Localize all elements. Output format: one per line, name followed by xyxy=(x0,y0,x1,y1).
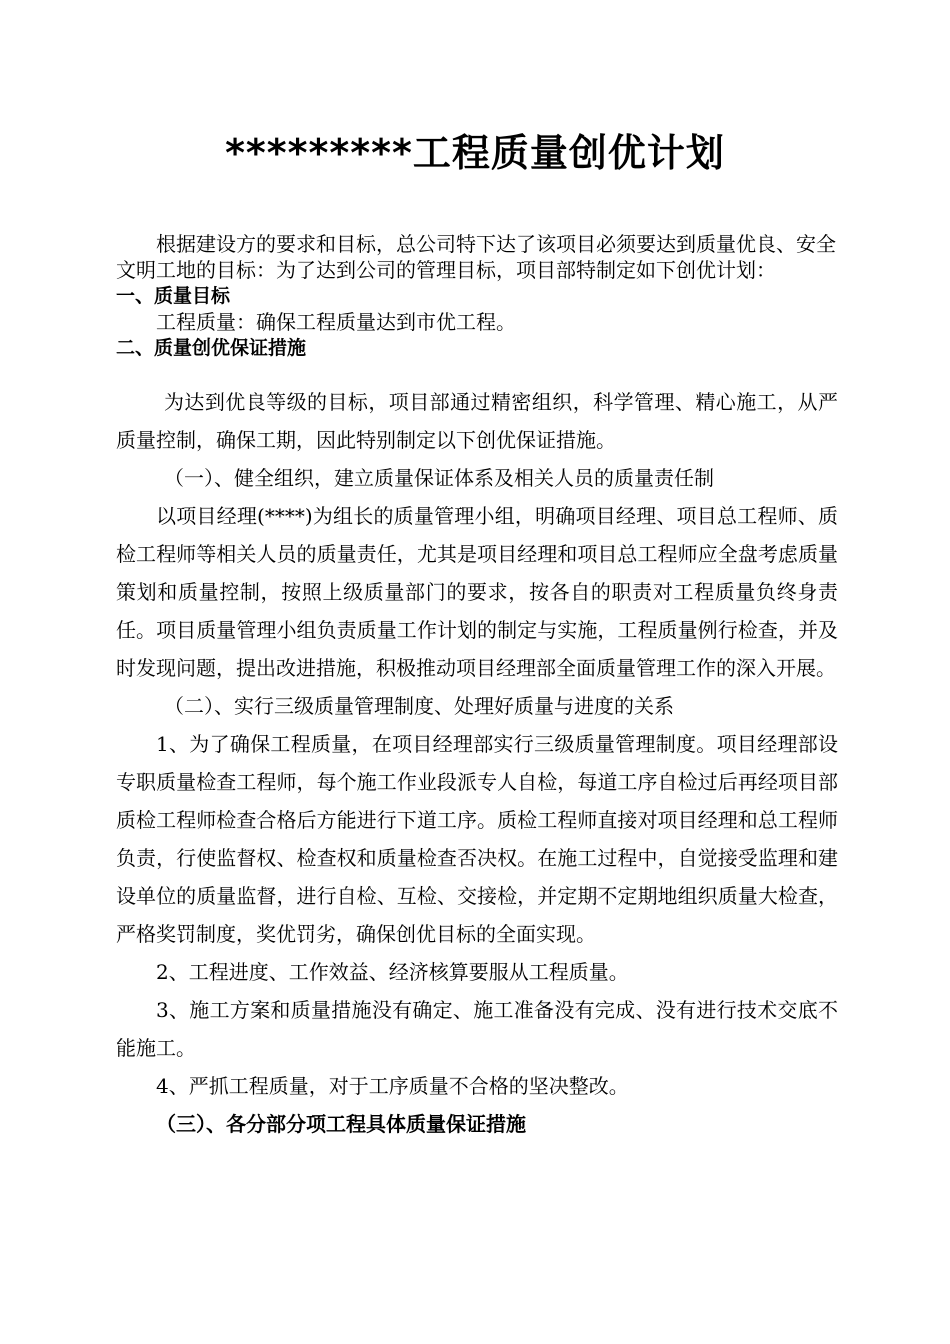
intro-paragraph: 根据建设方的要求和目标，总公司特下达了该项目必须要达到质量优良、安全文明工地的目标：为了达到公司的管理目标，项目部特制定如下创优计划： xyxy=(116,232,836,282)
item-3: 3、施工方案和质量措施没有确定、施工准备没有完成、没有进行技术交底不能施工。 xyxy=(116,998,838,1060)
section1-heading: 一、质量目标 xyxy=(116,285,231,307)
main-body xyxy=(116,383,838,1143)
item-2: 2、工程进度、工作效益、经济核算要服从工程质量。 xyxy=(156,960,629,984)
sub1-heading: （一）、健全组织，建立质量保证体系及相关人员的质量责任制 xyxy=(164,466,714,490)
intro-block xyxy=(116,231,838,361)
item-4: 4、严抓工程质量，对于工序质量不合格的坚决整改。 xyxy=(156,1074,629,1098)
item-1: 1、为了确保工程质量，在项目经理部实行三级质量管理制度。项目经理部设专职质量检查工程师，每个施工作业段派专人自检，每道工序自检过后再经项目部质检工程师检查合格后方能进行下道工序。质检工程师直接对项目经理和总工程师负责，行使监督权、检查权和质量检查否决权。在施工过程中，自觉接受监理和建设单位的质量监督，进行自检、互检、交接检，并定期不定期地组织质量大检查，严格奖罚制度，奖优罚劣，确保创优目标的全面实现。 xyxy=(116,732,838,946)
sub3-heading: （三）、各分部分项工程具体质量保证措施 xyxy=(156,1112,526,1136)
sub1-paragraph: 以项目经理(****)为组长的质量管理小组，明确项目经理、项目总工程师、质检工程师等相关人员的质量责任，尤其是项目经理和项目总工程师应全盘考虑质量策划和质量控制，按照上级质量部门的要求，按各自的职责对工程质量负终身责任。项目质量管理小组负责质量工作计划的制定与实施，工程质量例行检查，并及时发现问题，提出改进措施，积极推动项目经理部全面质量管理工作的深入开展。 xyxy=(116,504,838,680)
section2-intro: 为达到优良等级的目标，项目部通过精密组织，科学管理、精心施工，从严质量控制，确保工期，因此特别制定以下创优保证措施。 xyxy=(116,390,838,452)
section2-heading: 二、质量创优保证措施 xyxy=(116,337,307,359)
sub2-heading: （二）、实行三级质量管理制度、处理好质量与进度的关系 xyxy=(164,694,674,718)
section1-text: 工程质量：确保工程质量达到市优工程。 xyxy=(156,310,516,334)
document-title: *********工程质量创优计划 xyxy=(225,131,725,175)
